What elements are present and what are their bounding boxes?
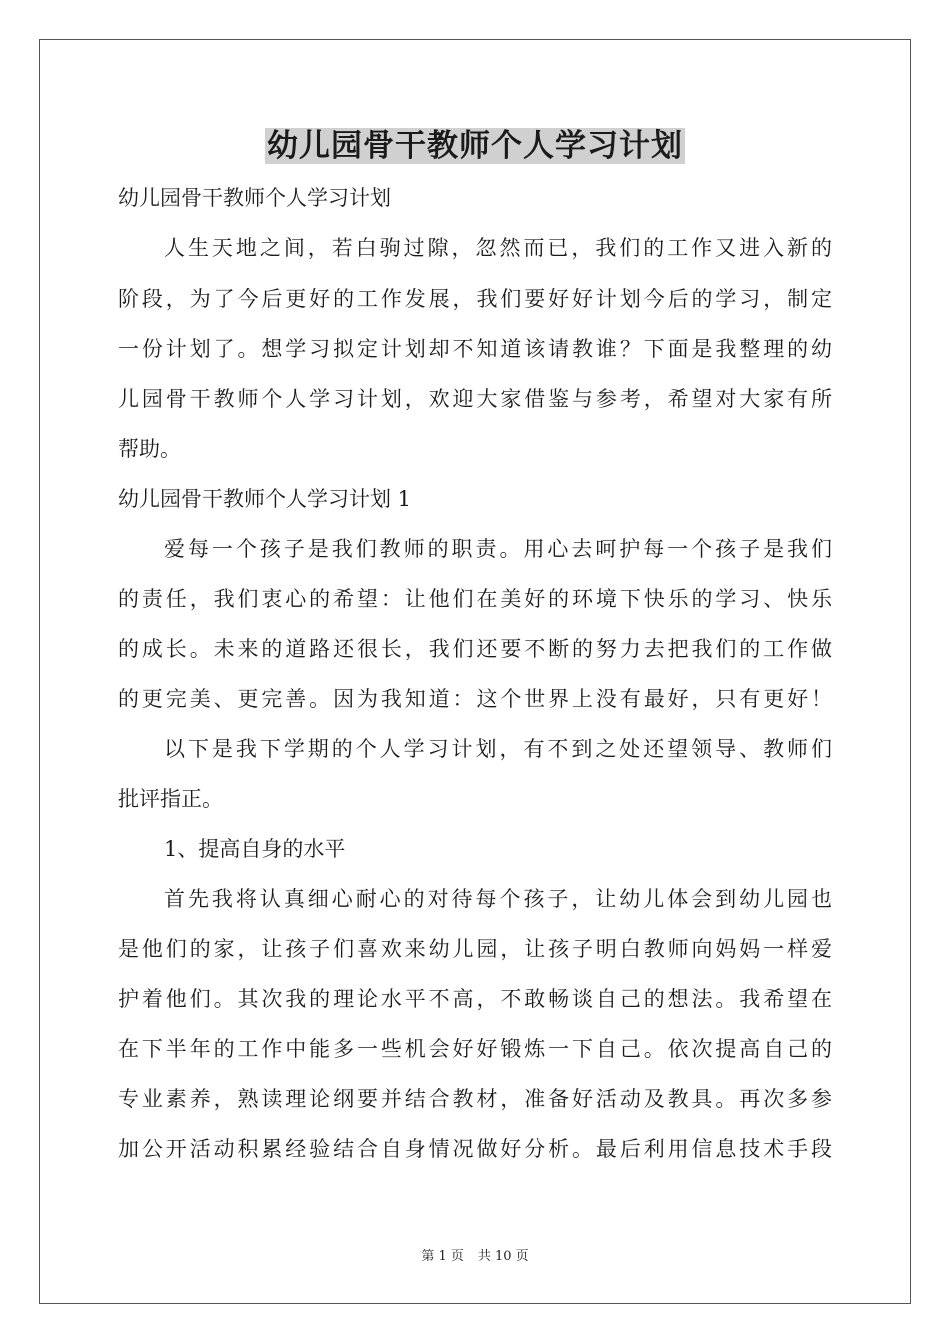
page-total: 共 10 页 <box>477 1249 529 1264</box>
numbered-heading: 1、提高自身的水平 <box>164 837 346 861</box>
paragraph-line: 以下是我下学期的个人学习计划，有不到之处还望领导、教师们 <box>164 737 832 761</box>
paragraph-line: 帮助。 <box>118 437 181 461</box>
paragraph-line: 护着他们。其次我的理论水平不高，不敢畅谈自己的想法。我希望在 <box>118 987 832 1011</box>
paragraph-line: 批评指正。 <box>118 787 223 811</box>
paragraph-line: 加公开活动积累经验结合自身情况做好分析。最后利用信息技术手段 <box>118 1137 832 1161</box>
document-title-text: 幼儿园骨干教师个人学习计划 <box>267 128 683 164</box>
page-border <box>39 39 911 1304</box>
paragraph-line: 在下半年的工作中能多一些机会好好锻炼一下自己。依次提高自己的 <box>118 1037 832 1061</box>
document-title <box>0 126 950 166</box>
paragraph-line: 儿园骨干教师个人学习计划，欢迎大家借鉴与参考，希望对大家有所 <box>118 387 832 411</box>
paragraph-line: 首先我将认真细心耐心的对待每个孩子，让幼儿体会到幼儿园也 <box>164 887 832 911</box>
paragraph-line: 阶段，为了今后更好的工作发展，我们要好好计划今后的学习，制定 <box>118 287 832 311</box>
paragraph-line: 专业素养，熟读理论纲要并结合教材，准备好活动及教具。再次多参 <box>118 1087 832 1111</box>
doc-subtitle-line: 幼儿园骨干教师个人学习计划 <box>118 186 391 210</box>
paragraph-line: 爱每一个孩子是我们教师的职责。用心去呵护每一个孩子是我们 <box>164 537 832 561</box>
page-footer <box>0 1248 950 1266</box>
paragraph-line: 的成长。未来的道路还很长，我们还要不断的努力去把我们的工作做 <box>118 637 832 661</box>
paragraph-line: 的责任，我们衷心的希望：让他们在美好的环境下快乐的学习、快乐 <box>118 587 832 611</box>
paragraph-line: 是他们的家，让孩子们喜欢来幼儿园，让孩子明白教师向妈妈一样爱 <box>118 937 832 961</box>
paragraph-line: 的更完美、更完善。因为我知道：这个世界上没有最好，只有更好！ <box>118 687 832 711</box>
page-number: 第 1 页 <box>421 1249 464 1264</box>
paragraph-line: 一份计划了。想学习拟定计划却不知道该请教谁？下面是我整理的幼 <box>118 337 832 361</box>
section-heading: 幼儿园骨干教师个人学习计划 1 <box>118 487 412 511</box>
paragraph-line: 人生天地之间，若白驹过隙，忽然而已，我们的工作又进入新的 <box>164 236 832 260</box>
